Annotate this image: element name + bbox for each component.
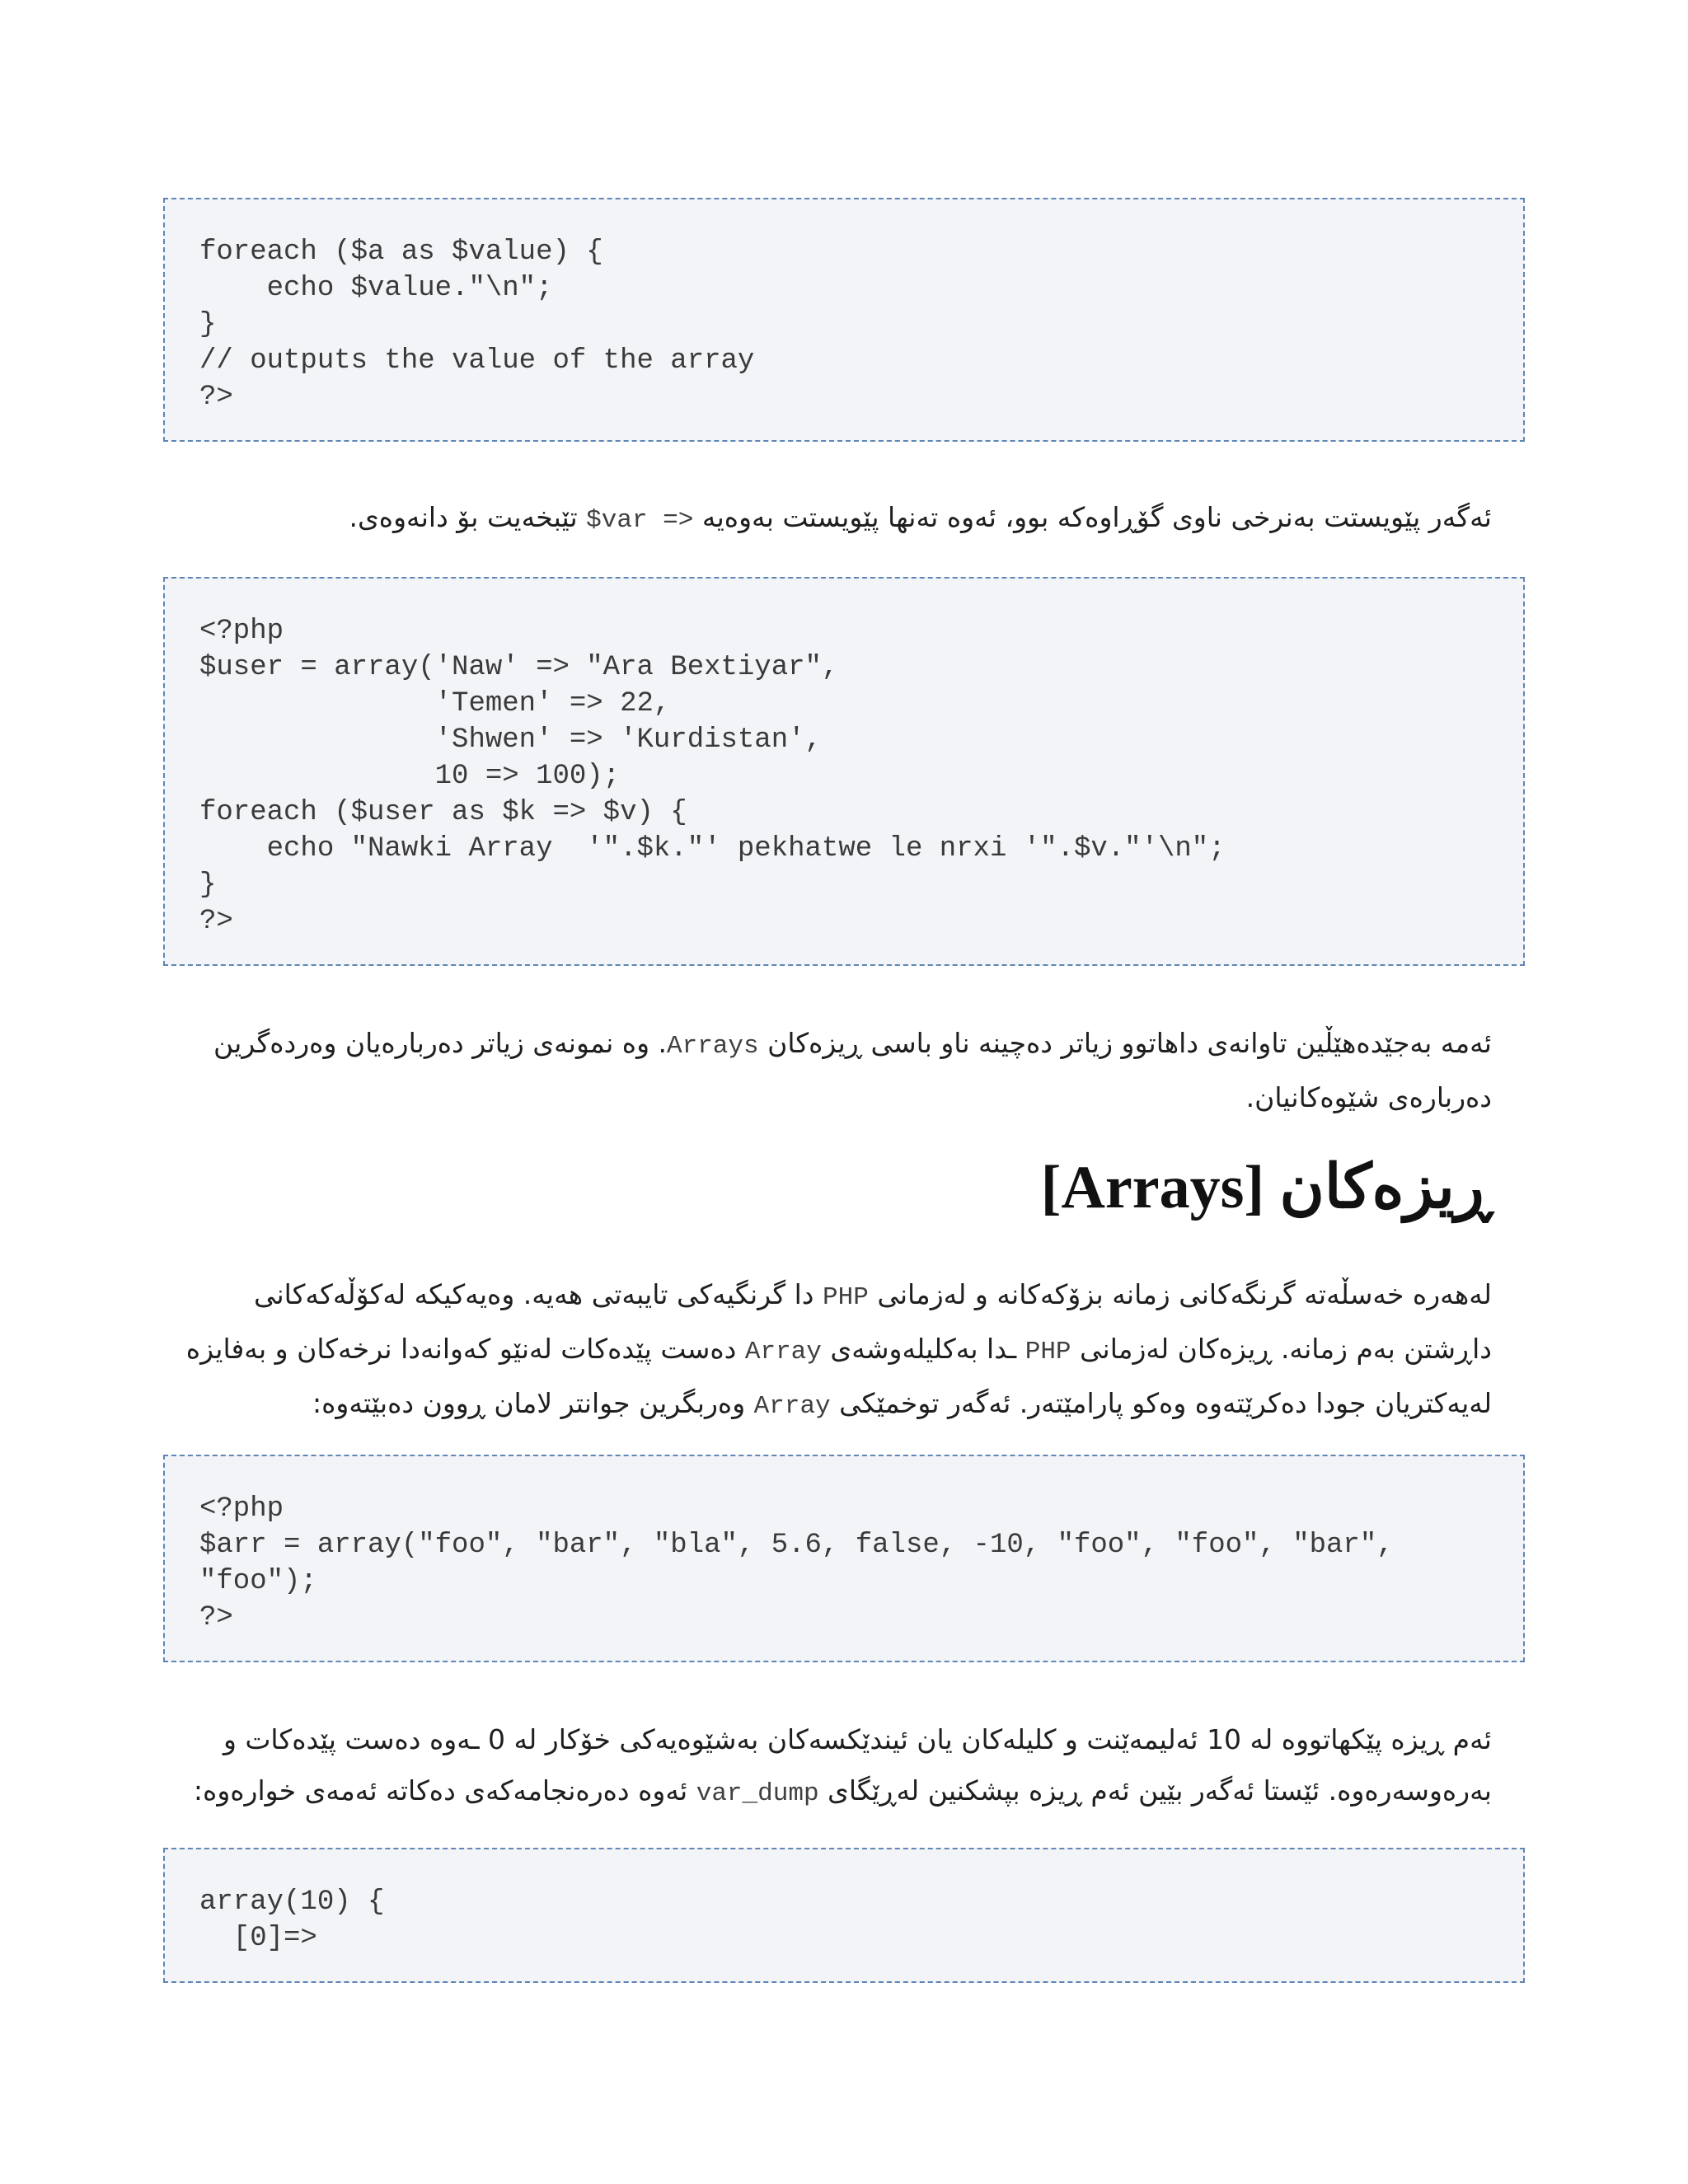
paragraph-text: دا گرنگیەکی تایبەتی هەیە. وەیەکیکە لەکۆڵەکەکانی داڕشتن بەم زمانە. ڕیزەکان لەزمانی (253, 1278, 1492, 1365)
paragraph-arrays-intro (163, 1018, 1492, 1123)
paragraph-var-dump-intro (163, 1714, 1492, 1820)
code-block-foreach-values (163, 198, 1525, 442)
inline-code: PHP (1025, 1338, 1071, 1366)
inline-code: Array (744, 1338, 822, 1366)
paragraph-text: وەربگرین جوانتر لامان ڕوون دەبێتەوە: (312, 1387, 746, 1419)
paragraph-arrays-description (163, 1269, 1492, 1432)
paragraph-text: ـدا بەکلیلەوشەی (830, 1333, 1017, 1365)
paragraph-text: تێبخەیت بۆ دانەوەی. (349, 501, 578, 533)
paragraph-var-note (163, 492, 1492, 546)
paragraph-text: ئەوە دەرەنجامەکەی دەکاتە ئەمەی خوارەوە: (193, 1774, 688, 1807)
code-text: <?php $user = array('Naw' => "Ara Bextiyar", 'Temen' => 22, 'Shwen' => 'Kurdistan', 10 => 100); foreach ($user as $k => $v) { echo "Nawki Array '".$k."' pekhatwe le nrxi '".$v."'\n"; } ?> (199, 616, 1226, 937)
paragraph-text: . وە نمونەی زیاتر دەربارەیان وەردەگرین دەربارەی شێوەکانیان. (213, 1027, 1492, 1113)
inline-code: Arrays (667, 1032, 759, 1061)
code-block-array-define (163, 1455, 1525, 1662)
code-block-var-dump-output (163, 1848, 1525, 1983)
code-text: array(10) { [0]=> (199, 1886, 385, 1954)
paragraph-text: لەهەرە خەسڵەتە گرنگەکانی زمانە بزۆکەکانە و لەزمانی (877, 1278, 1492, 1310)
inline-code: Array (753, 1392, 831, 1421)
inline-code: $var => (586, 506, 694, 535)
code-text: <?php $arr = array("foo", "bar", "bla", 5.6, false, -10, "foo", "foo", "bar", "foo"); ?> (199, 1493, 1394, 1633)
paragraph-text: ئەم ڕیزە پێکهاتووە لە 10 ئەلیمەێنت و کلیلەکان یان ئیندێکسەکان بەشێوەیەکی خۆکار لە 0 ـەوە دەست پێدەکات و بەرەوسەرەوە. ئێستا ئەگەر بێین ئەم ڕیزە بپشکنین لەڕێگای (223, 1723, 1492, 1807)
paragraph-text: دەست پێدەکات لەنێو کەوانەدا نرخەکان و بەفایزە لەیەکتریان جودا دەکرێتەوە وەکو پارامێتەر. ئەگەر توخمێکی (185, 1333, 1492, 1419)
inline-code: PHP (823, 1283, 869, 1312)
inline-code: var_dump (696, 1779, 819, 1808)
paragraph-text: ئەمە بەجێدەهێڵین تاوانەی داهاتوو زیاتر دەچینە ناو باسی ڕیزەکان (767, 1027, 1492, 1059)
section-heading: ڕیزەکان [Arrays] (1040, 1154, 1492, 1221)
paragraph-text: ئەگەر پێویستت بەنرخی ناوی گۆڕاوەکە بوو، ئەوە تەنها پێویستت بەوەیە (701, 501, 1492, 533)
code-text: foreach ($a as $value) { echo $value."\n"; } // outputs the value of the array ?> (199, 237, 755, 413)
code-block-foreach-keys (163, 577, 1525, 966)
